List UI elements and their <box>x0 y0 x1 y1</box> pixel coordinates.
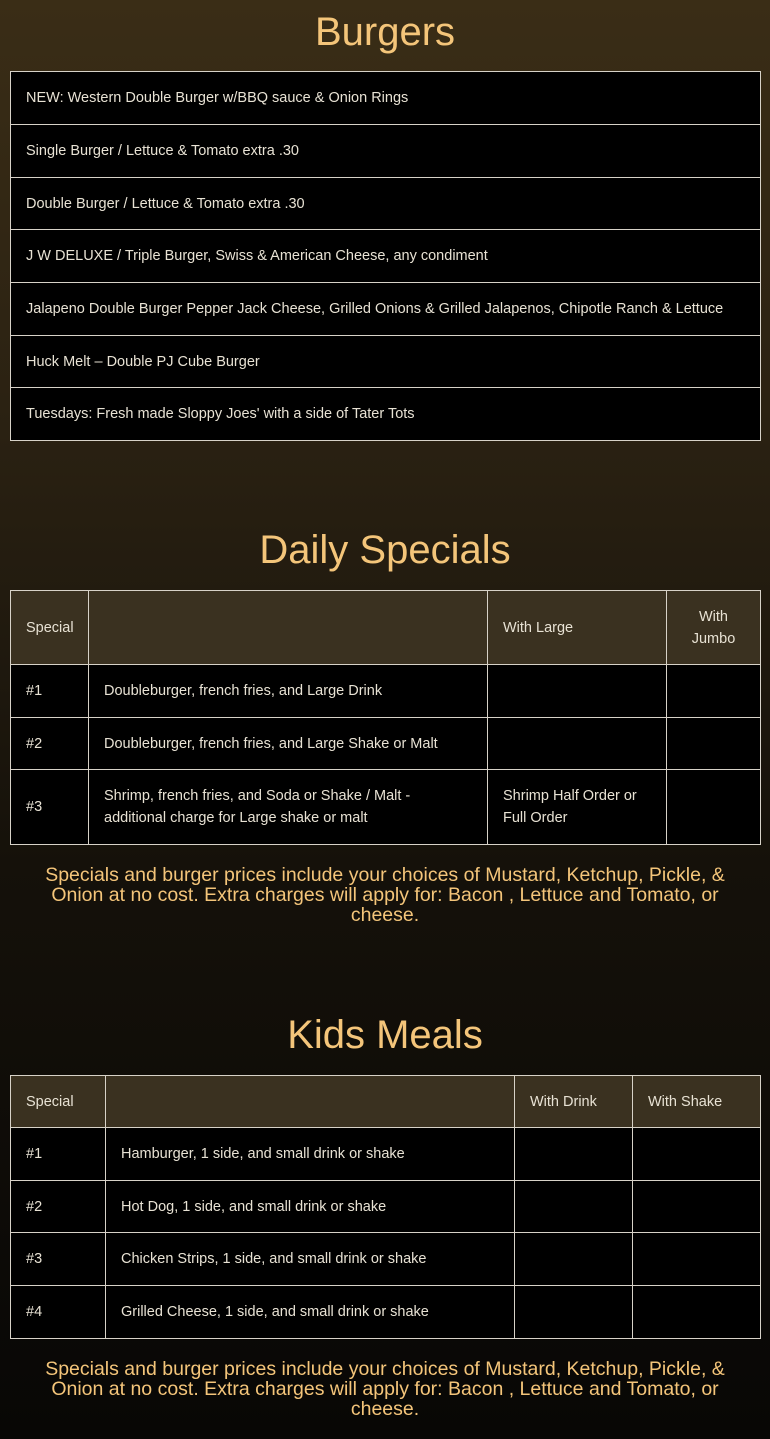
special-with-large <box>488 665 667 718</box>
special-with-large <box>488 718 667 770</box>
header-with-shake: With Shake <box>633 1076 761 1128</box>
kids-with-shake <box>633 1233 761 1286</box>
table-header-row <box>11 591 761 665</box>
table-row <box>11 1233 761 1286</box>
kids-description: Hot Dog, 1 side, and small drink or shake <box>106 1181 515 1233</box>
table-row <box>11 718 761 770</box>
kids-meals-note: Specials and burger prices include your choices of Mustard, Ketchup, Pickle, & Onion at no cost. Extra charges will apply for: Bacon , Lettuce and Tomato, or cheese. <box>45 1358 725 1420</box>
kids-number: #3 <box>11 1233 106 1286</box>
kids-description: Hamburger, 1 side, and small drink or shake <box>106 1128 515 1181</box>
table-row <box>11 1128 761 1181</box>
kids-with-drink <box>515 1181 633 1233</box>
kids-with-drink <box>515 1286 633 1339</box>
kids-with-drink <box>515 1233 633 1286</box>
special-description: Doubleburger, french fries, and Large Drink <box>89 665 488 718</box>
table-row <box>11 72 761 125</box>
kids-description: Chicken Strips, 1 side, and small drink or shake <box>106 1233 515 1286</box>
kids-meals-table <box>10 1075 761 1339</box>
table-row <box>11 125 761 178</box>
kids-with-drink <box>515 1128 633 1181</box>
table-row <box>11 388 761 441</box>
special-number: #1 <box>11 665 89 718</box>
burgers-table <box>10 71 761 441</box>
table-header-row <box>11 1076 761 1128</box>
burgers-title: Burgers <box>314 10 456 54</box>
table-row <box>11 336 761 388</box>
special-with-jumbo <box>667 665 761 718</box>
special-number: #3 <box>11 770 89 845</box>
burger-item: Jalapeno Double Burger Pepper Jack Cheese, Grilled Onions & Grilled Jalapenos, Chipotle Ranch & Lettuce <box>11 283 761 336</box>
burger-item: Tuesdays: Fresh made Sloppy Joes' with a side of Tater Tots <box>11 388 761 441</box>
table-row <box>11 1181 761 1233</box>
kids-number: #4 <box>11 1286 106 1339</box>
burger-item: J W DELUXE / Triple Burger, Swiss & American Cheese, any condiment <box>11 230 761 283</box>
table-row <box>11 665 761 718</box>
table-row <box>11 283 761 336</box>
daily-specials-table <box>10 590 761 845</box>
special-number: #2 <box>11 718 89 770</box>
header-description <box>89 591 488 665</box>
kids-with-shake <box>633 1128 761 1181</box>
kids-description: Grilled Cheese, 1 side, and small drink or shake <box>106 1286 515 1339</box>
table-row <box>11 770 761 845</box>
table-row <box>11 1286 761 1339</box>
header-with-large: With Large <box>488 591 667 665</box>
header-special: Special <box>11 1076 106 1128</box>
kids-number: #1 <box>11 1128 106 1181</box>
daily-specials-note: Specials and burger prices include your choices of Mustard, Ketchup, Pickle, & Onion at no cost. Extra charges will apply for: Bacon , Lettuce and Tomato, or cheese. <box>45 864 725 926</box>
daily-specials-title: Daily Specials <box>259 528 511 572</box>
special-description: Shrimp, french fries, and Soda or Shake / Malt - additional charge for Large shake or malt <box>89 770 488 845</box>
burger-item: Single Burger / Lettuce & Tomato extra .30 <box>11 125 761 178</box>
header-with-jumbo: With Jumbo <box>667 591 761 665</box>
header-with-drink: With Drink <box>515 1076 633 1128</box>
special-with-jumbo <box>667 770 761 845</box>
burger-item: Double Burger / Lettuce & Tomato extra .30 <box>11 178 761 230</box>
special-with-jumbo <box>667 718 761 770</box>
header-special: Special <box>11 591 89 665</box>
header-description <box>106 1076 515 1128</box>
burger-item: NEW: Western Double Burger w/BBQ sauce & Onion Rings <box>11 72 761 125</box>
special-description: Doubleburger, french fries, and Large Shake or Malt <box>89 718 488 770</box>
kids-number: #2 <box>11 1181 106 1233</box>
table-row <box>11 230 761 283</box>
kids-with-shake <box>633 1286 761 1339</box>
burger-item: Huck Melt – Double PJ Cube Burger <box>11 336 761 388</box>
kids-meals-title: Kids Meals <box>287 1013 483 1057</box>
table-row <box>11 178 761 230</box>
kids-with-shake <box>633 1181 761 1233</box>
special-with-large: Shrimp Half Order or Full Order <box>488 770 667 845</box>
